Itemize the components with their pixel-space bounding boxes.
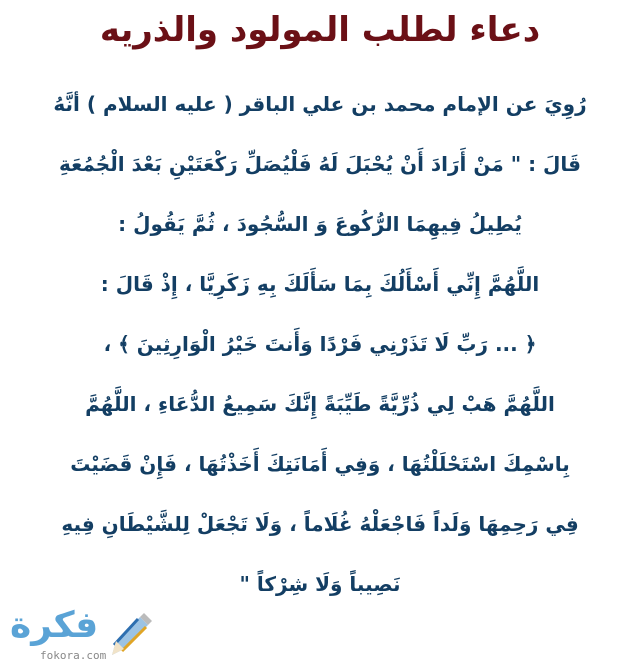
text-line: اللَّهُمَّ إِنِّي أَسْأَلُكَ بِمَا سَأَلَكَ بِهِ زَكَرِيَّا ، إِذْ قَالَ : — [100, 272, 540, 296]
logo-url: fokora.com — [40, 649, 107, 662]
text-line: قَالَ : " مَنْ أَرَادَ أَنْ يُحْبَلَ لَهُ فَلْيُصَلِّ رَكْعَتَيْنِ بَعْدَ الْجُمُعَةِ — [58, 152, 582, 176]
text-line: ﴿ ... رَبِّ لَا تَذَرْنِي فَرْدًا وَأَنتَ خَيْرُ الْوَارِثِينَ ﴾ ، — [103, 332, 537, 356]
text-line: رُوِيَ عن الإمام محمد بن علي الباقر ( عليه السلام ) أنَّهُ — [53, 92, 587, 116]
text-line: فِي رَحِمِهَا وَلَداً فَاجْعَلْهُ غُلَاماً ، وَلَا تَجْعَلْ لِلشَّيْطَانِ فِيهِ — [61, 512, 579, 536]
dua-text — [16, 82, 624, 622]
text-line: يُطِيلُ فِيهِمَا الرُّكُوعَ وَ السُّجُودَ ، ثُمَّ يَقُولُ : — [118, 212, 522, 236]
pencil-icon — [106, 611, 152, 661]
page-title: دعاء لطلب المولود والذريه — [99, 10, 541, 50]
text-line: اللَّهُمَّ هَبْ لِي ذُرِّيَّةً طَيِّبَةً إِنَّكَ سَمِيعُ الدُّعَاءِ ، اللَّهُمَّ — [85, 392, 555, 416]
fokora-logo — [6, 605, 156, 665]
text-line: نَصِيباً وَلَا شِرْكاً " — [239, 572, 401, 596]
text-line: بِاسْمِكَ اسْتَحْلَلْتُهَا ، وَفِي أَمَانَتِكَ أَخَذْتُهَا ، فَإِنْ قَضَيْتَ — [70, 452, 570, 476]
logo-word: فكرة — [10, 605, 99, 646]
